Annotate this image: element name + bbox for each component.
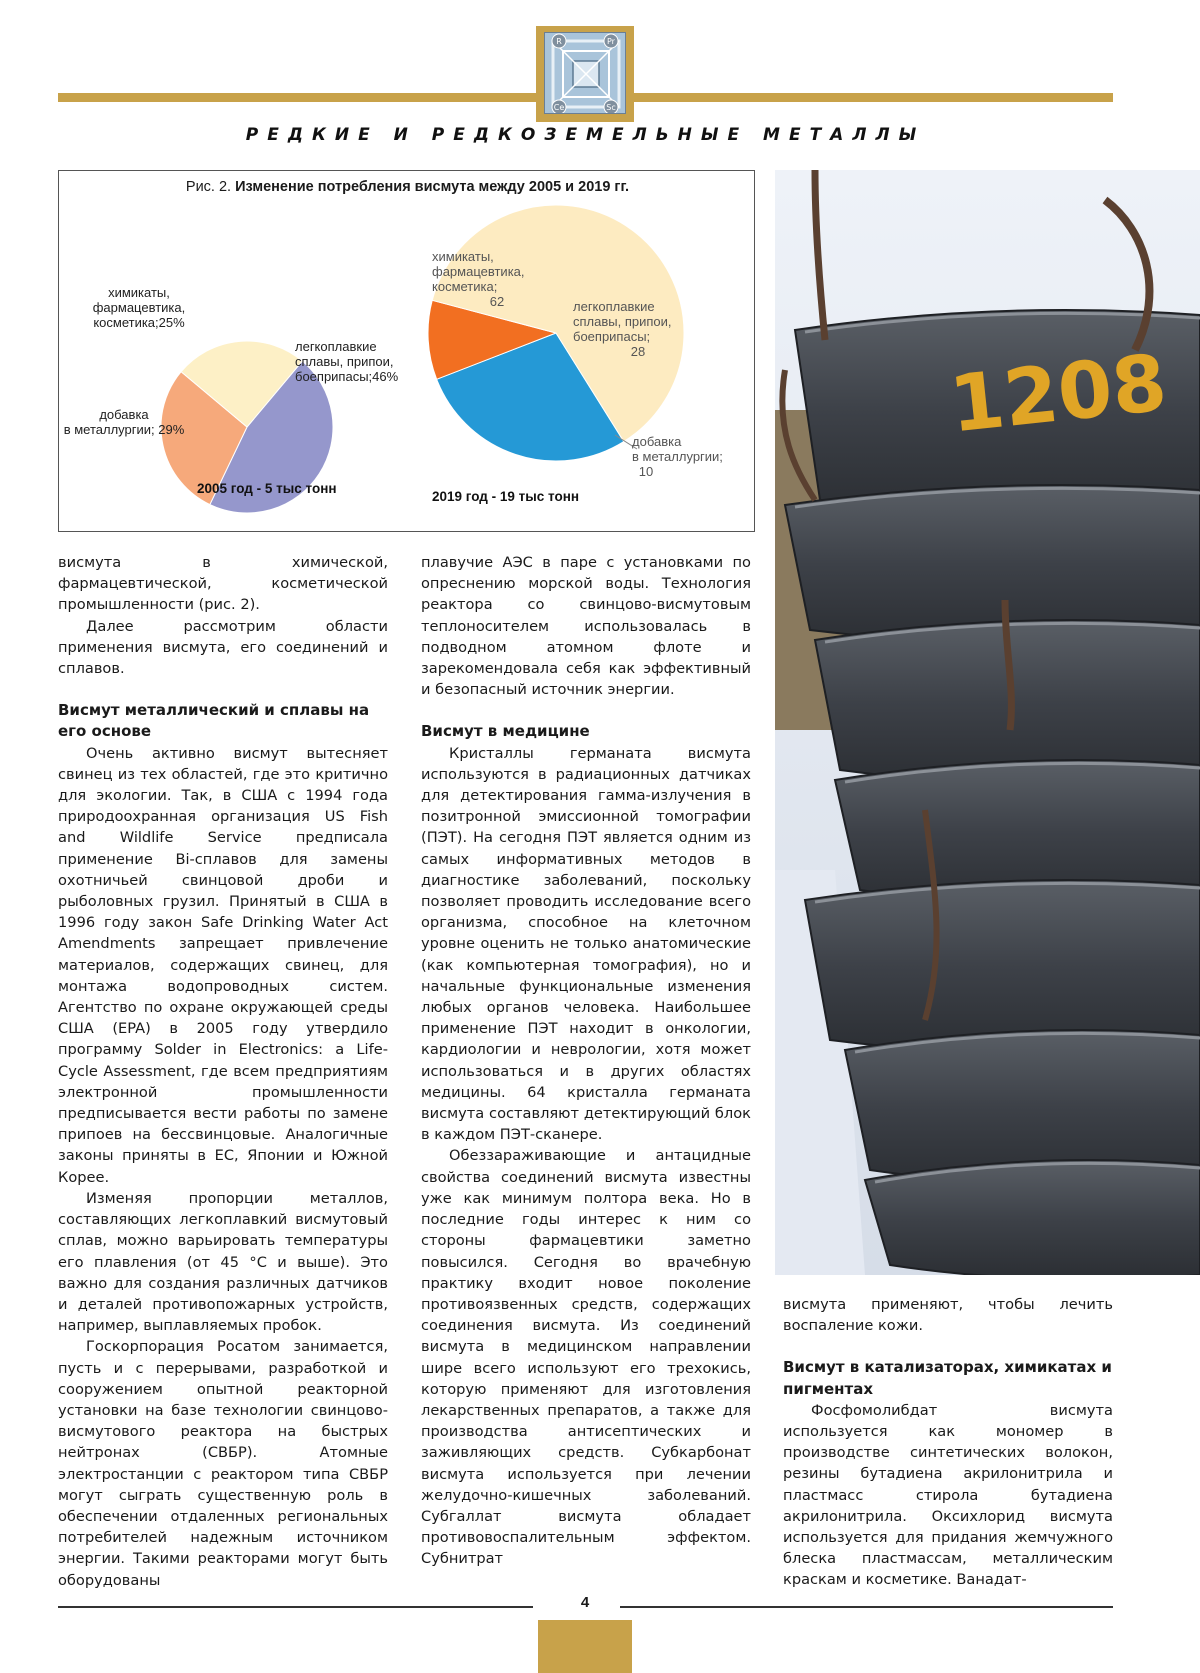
paragraph-gap xyxy=(58,679,388,700)
section-heading: Висмут в катализаторах, химикатах и пигментах xyxy=(783,1358,1112,1398)
paragraph-gap xyxy=(421,700,751,721)
text-column-1 xyxy=(58,552,388,1591)
footer-tab xyxy=(538,1620,632,1673)
bismuth-ingots-photo xyxy=(775,170,1200,1275)
slice-label-line: фармацевтика, xyxy=(432,264,525,279)
text-column-2 xyxy=(421,552,751,1570)
footer-rule-right xyxy=(620,1606,1113,1608)
paragraph-gap xyxy=(783,1336,1113,1357)
text-column-3 xyxy=(783,1294,1113,1591)
ingot-marking: 1208 xyxy=(945,338,1171,451)
slice-label-line: боеприпасы; xyxy=(573,329,651,344)
ingots-illustration xyxy=(775,170,1200,1275)
logo-element-symbol: Pr xyxy=(607,37,615,46)
slice-label-line: в металлургии; xyxy=(632,449,723,464)
logo-element-symbol: R xyxy=(556,37,562,46)
figure-caption-text: Изменение потребления висмута между 2005 и 2019 гг. xyxy=(235,179,630,195)
slice-label-line: боеприпасы;46% xyxy=(295,369,399,384)
slice-label-line: косметика;25% xyxy=(93,315,185,330)
slice-label-line: добавка xyxy=(632,434,682,449)
paragraph: плавучие АЭС в паре с установками по опреснению морской воды. Технология реактора со свинцово-висмутовым теплоносителем использовалась в подводном атомном флоте и зарекомендовала себя как эффективный и безопасный источник энергии. xyxy=(421,554,751,699)
slice-label-line: сплавы, припои, xyxy=(573,314,672,329)
paragraph: Кристаллы германата висмута используются в радиационных датчиках для детектирования гамма-излучения в позитронной эмиссионной томографии (ПЭТ). На сегодня ПЭТ является одним из самых информативных методов в диагностике заболеваний, поскольку позволяет проводить исследование всего организма, способное на клеточном уровне оценить не только анатомические (как компьютерная томография), но и начальные функциональные изменения любых органов человека. Наибольшее применение ПЭТ находит в онкологии, кардиологии и неврологии, хотя может использоваться и в других областях медицины. 64 кристалла германата висмута составляют детектирующий блок в каждом ПЭТ-сканере. xyxy=(421,744,751,1144)
paragraph: висмута применяют, чтобы лечить воспаление кожи. xyxy=(783,1296,1113,1335)
paragraph: висмута в химической, фармацевтической, косметической промышленности (рис. 2). xyxy=(58,554,388,614)
section-heading: Висмут металлический и сплавы на его основе xyxy=(58,701,370,741)
pie-chart-title: 2005 год - 5 тыс тонн xyxy=(197,481,337,496)
paragraph: Обеззараживающие и антацидные свойства соединений висмута известны уже как минимум полтора века. Но в последние годы интерес к ним со стороны фармацевтики заметно повысился. Сегодня во врачебную практику входит новое поколение противоязвенных средств, содержащих соединения висмута. Из соединений висмута в медицинском направлении шире всего используют его трехокись, которую применяют для изготовления лекарственных препаратов, а также для производства антисептических и заживляющих средств. Субкарбонат висмута используется при лечении желудочно-кишечных заболеваний. Субгаллат висмута обладает противовоспалительным эффектом. Субнитрат xyxy=(421,1147,751,1568)
paragraph: Фосфомолибдат висмута используется как мономер в производстве синтетических волокон, резины бутадиена акрилонитрила и пластмасс стирола бутадиена акрилонитрила. Оксихлорид висмута используется для придания жемчужного блеска пластмассам, металлическим краскам и косметике. Ванадат- xyxy=(783,1401,1113,1589)
slice-label-line: сплавы, припои, xyxy=(295,354,394,369)
section-heading: Висмут в медицине xyxy=(421,722,590,741)
ingot xyxy=(805,880,1200,1054)
logo-emblem-graphic xyxy=(545,33,626,114)
slice-label-line: химикаты, xyxy=(108,285,170,300)
slice-label-line: в металлургии; 29% xyxy=(63,422,185,437)
slice-label-line: 62 xyxy=(489,294,505,309)
figure-box xyxy=(58,170,755,532)
slice-label xyxy=(295,339,399,384)
section-title: РЕДКИЕ И РЕДКОЗЕМЕЛЬНЫЕ МЕТАЛЛЫ xyxy=(245,125,926,145)
logo-element-symbol: Sc xyxy=(606,103,616,112)
paragraph: Госкорпорация Росатом занимается, пусть и с перерывами, разработкой и сооружением опытной реакторной установки на базе технологии свинцово-висмутового реактора на быстрых нейтронах (СВБР). Атомные электростанции с реактором типа СВБР могут сыграть существенную роль в обеспечении отдаленных региональных потребителей надежным источником энергии. Такими реакторами могут быть оборудованы xyxy=(58,1338,388,1589)
slice-label-line: косметика; xyxy=(432,279,498,294)
figure-caption-prefix: Рис. 2. xyxy=(185,179,232,195)
pie-charts xyxy=(59,171,756,533)
slice-label-line: 28 xyxy=(630,344,646,359)
slice-label-line: легкоплавкие xyxy=(573,299,655,314)
logo-element-symbol: Ce xyxy=(553,103,565,112)
slice-label-line: добавка xyxy=(99,407,149,422)
slice-label-line: 10 xyxy=(638,464,654,479)
journal-logo-emblem xyxy=(544,32,626,114)
paragraph: Изменяя пропорции металлов, составляющих легкоплавкий висмутовый сплав, можно варьировать температуры его плавления (от 45 °С и выше). Это важно для создания различных датчиков и деталей противопожарных устройств, например, выплавляемых пробок. xyxy=(58,1189,388,1335)
slice-label-line: легкоплавкие xyxy=(295,339,377,354)
slice-label-line: химикаты, xyxy=(432,249,494,264)
ingot xyxy=(865,1160,1200,1275)
footer-rule-left xyxy=(58,1606,533,1608)
paragraph: Далее рассмотрим области применения висмута, его соединений и сплавов. xyxy=(58,617,388,678)
page-number: 4 xyxy=(580,1594,590,1611)
slice-label-line: фармацевтика, xyxy=(92,300,186,315)
paragraph: Очень активно висмут вытесняет свинец из тех областей, где это критично для экологии. Так, в США с 1994 года природоохранная организация US Fish and Wildlife Service предписала применение Bi-сплавов для замены охотничьей свинцовой дроби и рыболовных грузил. Принятый в США в 1996 году закон Safe Drinking Water Act Amendments запрещает привлечение материалов, содержащих свинец, для монтажа водопроводных систем. Агентство по охране окружающей среды США (EPA) в 2005 году утвердило программу Solder in Electronics: a Life-Cycle Assessment, где всем предприятиям электронной промышленности предписывается вести работы по замене припоев на бессвинцовые. Аналогичные законы приняты в ЕС, Японии и Южной Корее. xyxy=(58,744,388,1186)
pie-chart-title: 2019 год - 19 тыс тонн xyxy=(432,489,580,504)
slice-label xyxy=(93,285,186,330)
slice-label xyxy=(632,434,723,479)
